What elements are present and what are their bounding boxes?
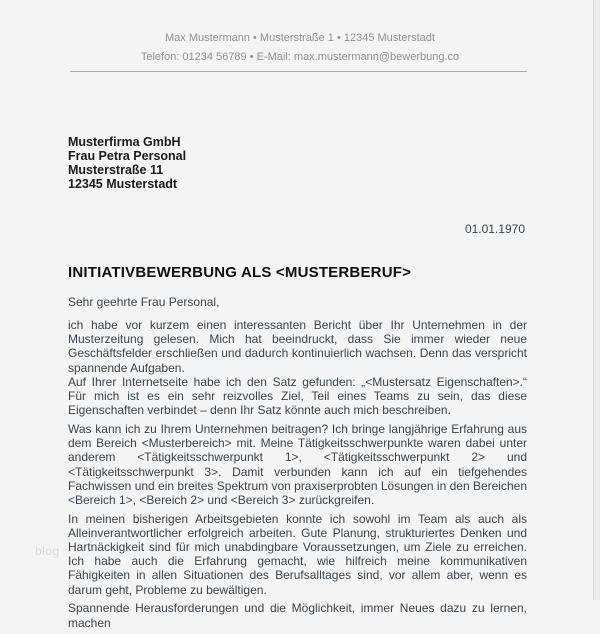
paragraph-skills — [68, 512, 527, 597]
sender-phone-email-line: Telefon: 01234 56789 • E-Mail: max.mustermann@bewerbung.co — [140, 51, 460, 63]
paragraph-motivation-text: Spannende Herausforderungen und die Möglichkeit, immer Neues dazu zu lernen, machen — [68, 601, 527, 630]
letter-body — [68, 318, 527, 634]
recipient-company: Musterfirma GmbH — [68, 135, 181, 149]
paragraph-intro — [68, 318, 527, 417]
paragraph-intro-part-1: ich habe vor kurzem einen interessanten Bericht über Ihr Unternehmen in der Musterzeitung gelesen. Mich hat beeindruckt, dass Sie immer wieder neue Geschäftsfelder erschließen und dadurch kontinuierlich wachsen. Denn das verspricht spannende Aufgaben. — [68, 318, 527, 375]
subject-line: INITIATIVBEWERBUNG ALS <MUSTERBERUF> — [68, 264, 412, 281]
paragraph-motivation — [68, 601, 527, 629]
paragraph-skills-text: In meinen bisherigen Arbeitsgebieten konnte ich sowohl im Team als auch als Alleinverantwortlicher erfolgreich arbeiten. Gute Planung, strukturiertes Denken und Hartnäckigkeit sind für mich unabdingbare Voraussetzungen, um Ziele zu erreichen. Ich habe auch die Erfahrung gemacht, wie hilfreich meine kommunikativen Fähigkeiten in allen Situationen des Berufsalltages sind, vor allem aber, wenn es darum geht, Probleme zu bewältigen. — [68, 511, 527, 597]
page-edge — [593, 0, 600, 600]
recipient-contact-person: Frau Petra Personal — [68, 149, 187, 163]
paragraph-experience — [68, 422, 527, 507]
header-divider — [70, 71, 527, 72]
recipient-city: 12345 Musterstadt — [68, 177, 178, 191]
paragraph-intro-part-2: Auf Ihrer Internetseite habe ich den Satz gefunden: „<Mustersatz Eigenschaften>.“ Für mich ist es ein sehr reizvolles Ziel, Teil eines Teams zu sein, das diese Eigenschaften verbindet – denn Ihr Satz könnte auch mich beschreiben. — [68, 374, 527, 418]
recipient-street: Musterstraße 11 — [68, 163, 164, 177]
paragraph-experience-text: Was kann ich zu Ihrem Unternehmen beitragen? Ich bringe langjährige Erfahrung aus dem Bereich <Musterbereich> mit. Meine Tätigkeitsschwerpunkte waren dabei unter anderem <Tätigkeitsschwerpunkt 1>, <Tätigkeitsschwerpunkt 2> und <Tätigkeitsschwerpunkt 3>. Damit verbunden kann ich auf ein tiefgehendes Fachwissen und ein breites Spektrum von praxiserprobten Lösungen in den Bereichen <Bereich 1>, <Bereich 2> und <Bereich 3> zurückgreifen. — [68, 421, 527, 507]
letter-date: 01.01.1970 — [464, 222, 525, 236]
salutation: Sehr geehrte Frau Personal, — [68, 295, 220, 309]
watermark-text: blog — [35, 544, 60, 558]
sender-contact-line: Max Mustermann • Musterstraße 1 • 12345 Musterstadt — [165, 32, 435, 44]
recipient-address — [68, 135, 186, 191]
